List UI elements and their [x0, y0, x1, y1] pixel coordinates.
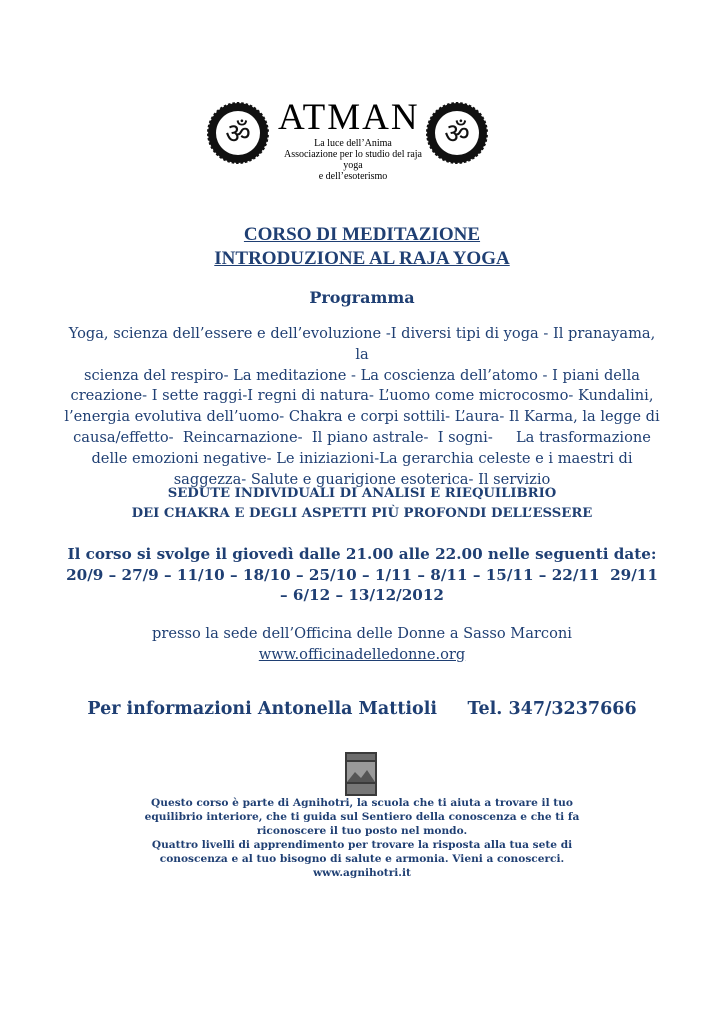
program-line: scienza del respiro- La meditazione - La coscienza dell’atomo - I piani della: [84, 366, 640, 384]
agnihotri-link[interactable]: www.agnihotri.it: [313, 867, 411, 879]
program-line: creazione- I sette raggi-I regni di natura- L’uomo come microcosmo- Kundalini,: [70, 387, 654, 405]
agnihotri-line: Questo corso è parte di Agnihotri, la scuola che ti aiuta a trovare il tuo: [151, 797, 573, 809]
program-description: [62, 324, 662, 490]
schedule-dates-end: – 6/12 – 13/12/2012: [280, 586, 444, 604]
program-line: delle emozioni negative- Le iniziazioni-La gerarchia celeste e i maestri di: [91, 449, 633, 467]
agnihotri-line: Quattro livelli di apprendimento per trovare la risposta alla tua sete di: [151, 839, 573, 851]
agnihotri-note: [110, 796, 614, 880]
programma-heading: Programma: [309, 288, 415, 307]
brand-subtitle-line: La luce dell’Anima: [314, 138, 392, 149]
brand-subtitle-line: Associazione per lo studio del raja yoga: [283, 149, 422, 171]
sedute-line: SEDUTE INDIVIDUALI DI ANALISI E RIEQUILIBRIO: [167, 486, 557, 501]
brand-subtitle-line: e dell’esoterismo: [318, 171, 388, 182]
schedule-intro: Il corso si svolge il giovedì dalle 21.00 alle 22.00 nelle seguenti date:: [67, 545, 657, 563]
contact-info: Per informazioni Antonella Mattioli Tel. 347/3237666: [87, 699, 637, 719]
svg-text:ॐ: ॐ: [225, 117, 251, 150]
agnihotri-line: riconoscere il tuo posto nel mondo.: [256, 825, 468, 837]
om-symbol-icon: [205, 100, 271, 166]
agnihotri-line: equilibrio interiore, che ti guida sul Sentiero della conoscenza e che ti fa: [144, 811, 580, 823]
course-title: CORSO DI MEDITAZIONE: [243, 224, 481, 245]
program-line: causa/effetto- Reincarnazione- Il piano astrale- I sogni- La trasformazione: [73, 428, 651, 446]
course-subtitle: INTRODUZIONE AL RAJA YOGA: [214, 248, 510, 269]
venue: [0, 624, 724, 665]
program-line: saggezza- Salute e guarigione esoterica- Il servizio: [173, 470, 551, 488]
sedute-line: DEI CHAKRA E DEGLI ASPETTI PIÙ PROFONDI DELL’ESSERE: [131, 506, 593, 521]
sedute-heading: [0, 484, 724, 524]
schedule: [40, 544, 684, 606]
venue-text: presso la sede dell’Officina delle Donne a Sasso Marconi: [152, 625, 572, 642]
svg-text:ॐ: ॐ: [444, 117, 470, 150]
venue-link[interactable]: www.officinadelledonne.org: [258, 645, 466, 663]
om-symbol-icon: [424, 100, 490, 166]
agnihotri-image: [345, 752, 377, 796]
agnihotri-line: conoscenza e al tuo bisogno di salute e armonia. Vieni a conoscerci.: [159, 853, 565, 865]
brand-subtitle: [278, 138, 428, 182]
brand-title: ATMAN: [278, 97, 420, 138]
schedule-dates: 20/9 – 27/9 – 11/10 – 18/10 – 25/10 – 1/11 – 8/11 – 15/11 – 22/11 29/11: [66, 565, 658, 584]
program-line: l’energia evolutiva dell’uomo- Chakra e corpi sottili- L’aura- Il Karma, la legge di: [64, 408, 660, 426]
program-line: Yoga, scienza dell’essere e dell’evoluzione -I diversi tipi di yoga - Il pranayama, la: [68, 325, 656, 363]
atman-logo: [203, 97, 493, 182]
